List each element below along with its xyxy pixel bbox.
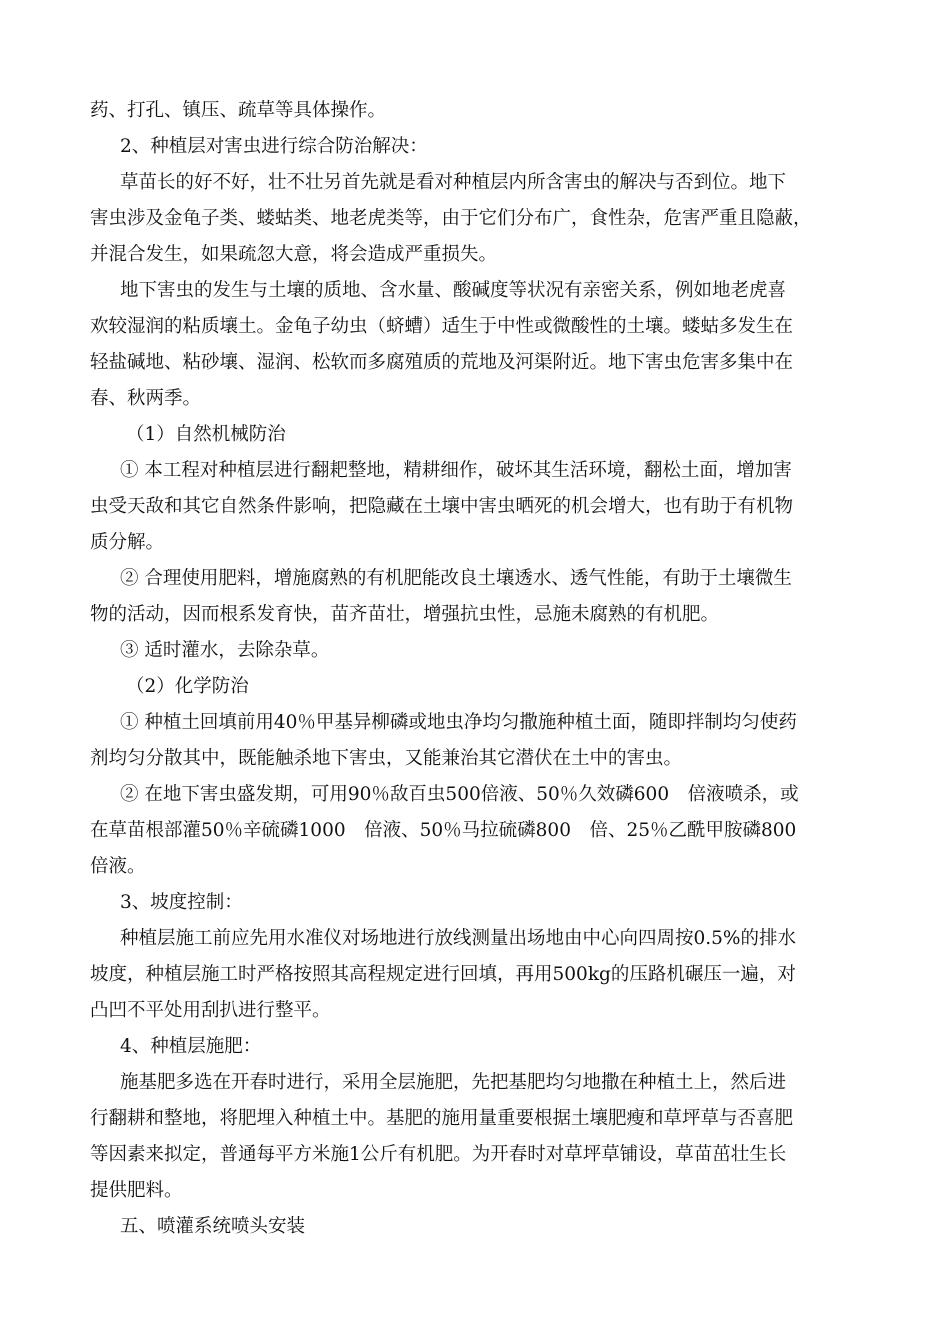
text-line: 施基肥多选在开春时进行，采用全层施肥，先把基肥均匀地撒在种植土上，然后进 [120,1072,787,1093]
text-line: 剂均匀分散其中，既能触杀地下害虫，又能兼治其它潜伏在土中的害虫。 [90,748,683,769]
text-line: 轻盐碱地、粘砂壤、湿润、松软而多腐殖质的荒地及河渠附近。地下害虫危害多集中在 [90,352,794,373]
text-line: 地下害虫的发生与土壤的质地、含水量、酸碱度等状况有亲密关系，例如地老虎喜 [120,280,787,301]
text-line: 在草苗根部灌50％辛硫磷1000 倍液、50％马拉硫磷800 倍、25％乙酰甲胺磷800 [90,820,797,841]
text-line: ① 种植土回填前用40％甲基异柳磷或地虫净均匀撒施种植土面，随即拌制均匀使药 [120,712,797,733]
text-line: 行翻耕和整地，将肥埋入种植土中。基肥的施用量重要根据土壤肥瘦和草坪草与否喜肥 [90,1108,794,1129]
text-line: ② 在地下害虫盛发期，可用90％敌百虫500倍液、50％久效磷600 倍液喷杀，或 [120,784,799,805]
heading-pest-control: 2、种植层对害虫进行综合防治解决： [120,136,428,157]
text-line: 种植层施工前应先用水准仪对场地进行放线测量出场地由中心向四周按0.5%的排水 [120,928,797,949]
text-line: ② 合理使用肥料，增施腐熟的有机肥能改良土壤透水、透气性能，有助于土壤微生 [120,568,792,589]
text-line: 质分解。 [90,532,165,553]
subheading-mechanical-control: （1）自然机械防治 [126,424,286,445]
subheading-chemical-control: （2）化学防治 [126,676,249,697]
text-line: 药、打孔、镇压、疏草等具体操作。 [90,100,387,121]
section-heading-sprinkler: 五、喷灌系统喷头安装 [120,1216,306,1237]
text-line: 坡度，种植层施工时严格按照其高程规定进行回填，再用500kg的压路机碾压一遍，对 [90,964,796,985]
text-line: ① 本工程对种植层进行翻耙整地，精耕细作，破坏其生活环境，翻松土面，增加害 [120,460,792,481]
text-line: ③ 适时灌水，去除杂草。 [120,640,330,661]
text-line: 欢较湿润的粘质壤土。金龟子幼虫（蛴螬）适生于中性或微酸性的土壤。蝼蛄多发生在 [90,316,794,337]
text-line: 凸凹不平处用刮扒进行整平。 [90,1000,331,1021]
text-line: 提供肥料。 [90,1180,183,1201]
text-line: 虫受天敌和其它自然条件影响，把隐藏在土壤中害虫晒死的机会增大，也有助于有机物 [90,496,794,517]
text-line: 物的活动，因而根系发育快，苗齐苗壮，增强抗虫性，忌施未腐熟的有机肥。 [90,604,720,625]
text-line: 害虫涉及金龟子类、蝼蛄类、地老虎类等，由于它们分布广，食性杂，危害严重且隐蔽， [90,208,812,229]
text-line: 草苗长的好不好，壮不壮另首先就是看对种植层内所含害虫的解决与否到位。地下 [120,172,787,193]
text-line: 春、秋两季。 [90,388,202,409]
heading-fertilization: 4、种植层施肥： [120,1036,262,1057]
heading-slope-control: 3、坡度控制： [120,892,243,913]
text-line: 倍液。 [90,856,146,877]
text-line: 等因素来拟定，普通每平方米施1公斤有机肥。为开春时对草坪草铺设，草苗茁壮生长 [90,1144,787,1165]
text-line: 并混合发生，如果疏忽大意，将会造成严重损失。 [90,244,498,265]
